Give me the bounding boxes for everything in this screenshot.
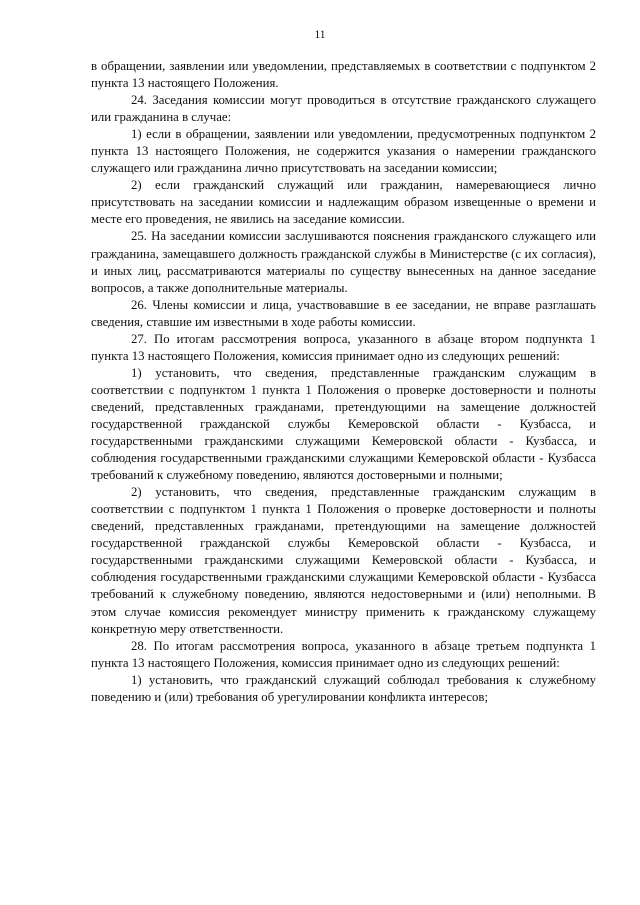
page-number: 11 bbox=[314, 29, 326, 41]
paragraph-clause-27-item-2: 2) установить, что сведения, представленные гражданским служащим в соответствии с подпунктом 1 пункта 1 Положения о проверке достоверности и полноты сведений, представленных гражданами, претендующими на замещение должностей государственной гражданской службы Кемеровской области - Кузбасса, и государственными гражданскими служащими Кемеровской области - Кузбасса, и соблюдения государственными гражданскими служащими Кемеровской области - Кузбасса требований к служебному поведению, являются недостоверными и (или) неполными. В этом случае комиссия рекомендует министру применить к гражданскому служащему конкретную меру ответственности. bbox=[91, 485, 596, 636]
paragraph-clause-28-item-1: 1) установить, что гражданский служащий соблюдал требования к служебному поведению и (или) требования об урегулировании конфликта интересов; bbox=[91, 672, 596, 704]
paragraph-clause-26: 26. Члены комиссии и лица, участвовавшие в ее заседании, не вправе разглашать сведения, ставшие им известными в ходе работы комиссии. bbox=[91, 297, 596, 329]
paragraph-clause-28: 28. По итогам рассмотрения вопроса, указанного в абзаце третьем подпункта 1 пункта 13 настоящего Положения, комиссия принимает одно из следующих решений: bbox=[91, 638, 596, 670]
paragraph-clause-27-item-1: 1) установить, что сведения, представленные гражданским служащим в соответствии с подпунктом 1 пункта 1 Положения о проверке достоверности и полноты сведений, представленных гражданами, претендующими на замещение должностей государственной гражданской службы Кемеровской области - Кузбасса, и государственными гражданскими служащими Кемеровской области - Кузбасса, и соблюдения государственными гражданскими служащими Кемеровской области - Кузбасса требований к служебному поведению, являются достоверными и полными; bbox=[91, 365, 596, 483]
paragraph-clause-27: 27. По итогам рассмотрения вопроса, указанного в абзаце втором подпункта 1 пункта 13 настоящего Положения, комиссия принимает одно из следующих решений: bbox=[91, 331, 596, 363]
paragraph-clause-24-item-1: 1) если в обращении, заявлении или уведомлении, предусмотренных подпунктом 2 пункта 13 настоящего Положения, не содержится указания о намерении гражданского служащего или гражданина лично присутствовать на заседании комиссии; bbox=[91, 127, 596, 176]
paragraph-continuation: в обращении, заявлении или уведомлении, представляемых в соответствии с подпунктом 2 пункта 13 настоящего Положения. bbox=[91, 59, 596, 91]
paragraph-clause-24: 24. Заседания комиссии могут проводиться в отсутствие гражданского служащего или гражданина в случае: bbox=[91, 93, 596, 125]
paragraph-clause-25: 25. На заседании комиссии заслушиваются пояснения гражданского служащего или гражданина, замещавшего должность гражданской службы в Министерстве (с их согласия), и иных лиц, рассматриваются материалы по существу вынесенных на данное заседание вопросов, а также дополнительные материалы. bbox=[91, 229, 596, 295]
paragraph-clause-24-item-2: 2) если гражданский служащий или гражданин, намеревающиеся лично присутствовать на заседании комиссии и надлежащим образом извещенные о времени и месте его проведения, не явились на заседание комиссии. bbox=[91, 178, 596, 227]
document-body bbox=[91, 58, 596, 706]
